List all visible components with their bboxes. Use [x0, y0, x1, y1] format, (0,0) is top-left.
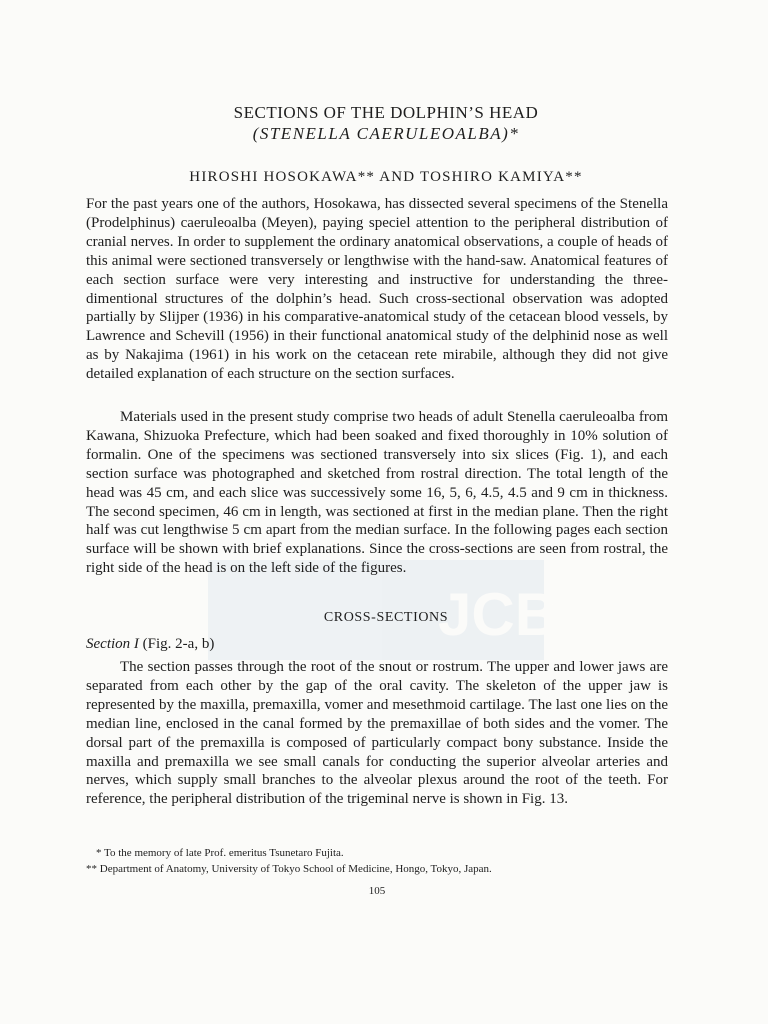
title-line-2: (STENELLA CAERULEOALBA)*	[252, 124, 520, 143]
page-number: 105	[368, 885, 386, 897]
title-line-1: SECTIONS OF THE DOLPHIN’S HEAD	[233, 103, 539, 122]
paragraph-intro: For the past years one of the authors, Hosokawa, has dissected several specimens of the Stenella (Prodelphinus) caeruleoalba (Meyen), paying speciel attention to the peripheral distribution of cranial nerves. In order to supplement the ordinary anatomical observations, a couple of heads of this animal were sectioned transversely or lengthwise with the hand-saw. Anatomical features of each section surface were very interesting and instructive for understanding the three-dimentional structures of the dolphin’s head. Such cross-sectional observation was adopted partially by Slijper (1936) in his comparative-anatomical study of the cetacean blood vessels, by Lawrence and Schevill (1956) in their functional anatomical study of the delphinid nose as well as by Nakajima (1961) in his work on the cetacean rete mirabile, although they did not give detailed explanation of each structure on the section surfaces.	[86, 196, 668, 383]
watermark-text: JCB	[438, 581, 559, 648]
footnote-2: ** Department of Anatomy, University of Tokyo School of Medicine, Hongo, Tokyo, Japan.	[86, 863, 492, 875]
paragraph-section-1: The section passes through the root of the snout or rostrum. The upper and lower jaws are separated from each other by the gap of the oral cavity. The skeleton of the upper jaw is represented by the maxilla, premaxilla, vomer and mesethmoid cartilage. The last one lies on the median line, enclosed in the canal formed by the premaxillae of both sides and the vomer. The dorsal part of the premaxilla is composed of particularly compact bony substance. Inside the maxilla and premaxilla we see small canals for conducting the superior alveolar arteries and nerves, which supply small branches to the alveolar plexus around the root of the teeth. For reference, the peripheral distribution of the trigeminal nerve is shown in Fig. 13.	[86, 659, 668, 808]
authors: HIROSHI HOSOKAWA** AND TOSHIRO KAMIYA**	[189, 169, 583, 185]
section-ref: (Fig. 2-a, b)	[138, 636, 215, 652]
footnote-1: * To the memory of late Prof. emeritus Tsunetaro Fujita.	[96, 847, 344, 859]
paragraph-materials: Materials used in the present study comprise two heads of adult Stenella caeruleoalba from Kawana, Shizuoka Prefecture, which had been soaked and fixed thoroughly in 10% solution of formalin. One of the specimens was sectioned transversely into six slices (Fig. 1), and each section surface was photographed and sketched from rostral direction. The total length of the head was 45 cm, and each slice was successively some 16, 5, 6, 4.5, 4.5 and 9 cm in thickness. The second specimen, 46 cm in length, was sectioned at first in the median plane. Then the right half was cut lengthwise 5 cm apart from the median surface. In the following pages each section surface will be shown with brief explanations. Since the cross-sections are seen from rostral, the right side of the head is on the left side of the figures.	[86, 409, 668, 577]
section-heading: CROSS-SECTIONS	[323, 610, 449, 625]
section-label: Section I	[86, 636, 139, 652]
section-title	[86, 636, 214, 653]
